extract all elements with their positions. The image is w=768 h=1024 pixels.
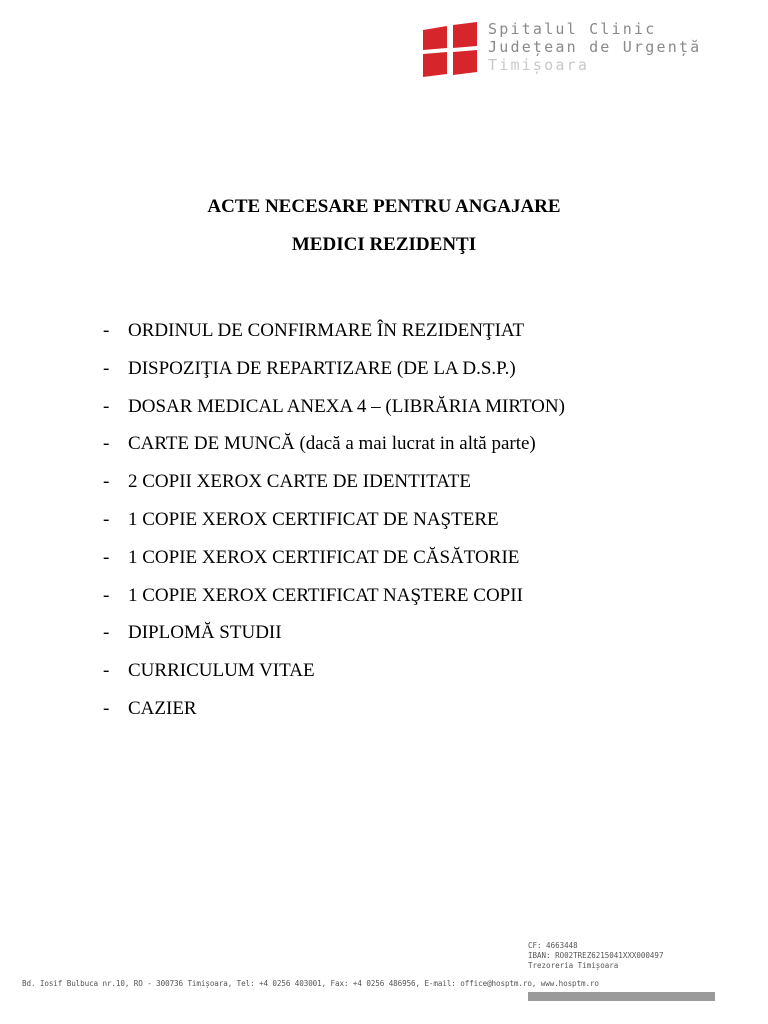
list-bullet: - — [103, 546, 110, 568]
document-subtitle: MEDICI REZIDENŢI — [291, 234, 477, 255]
required-documents-list — [103, 317, 565, 733]
list-item — [103, 657, 565, 695]
list-item-text: 1 COPIE XEROX CERTIFICAT DE CĂSĂTORIE — [128, 546, 520, 568]
footer-bank-info — [528, 941, 663, 971]
list-bullet: - — [103, 660, 110, 682]
footer-iban: IBAN: RO02TREZ6215041XXX000497 — [528, 951, 664, 960]
list-item-text: 1 COPIE XEROX CERTIFICAT DE NAŞTERE — [128, 508, 499, 530]
list-bullet: - — [103, 584, 110, 606]
list-bullet: - — [103, 508, 110, 530]
list-item-text: CAZIER — [128, 697, 197, 719]
list-item — [103, 619, 565, 657]
list-item-text: ORDINUL DE CONFIRMARE ÎN REZIDENŢIAT — [128, 320, 525, 341]
list-item — [103, 544, 565, 582]
list-bullet: - — [103, 395, 110, 417]
footer-cf: CF: 4663448 — [528, 941, 578, 950]
hospital-name — [488, 20, 701, 74]
footer-address: Bd. Iosif Bulbuca nr.10, RO - 300736 Timișoara, Tel: +4 0256 403001, Fax: +4 0256 486956, E-mail: office@hosptm.ro, www.hosptm.ro — [22, 979, 599, 988]
list-bullet: - — [103, 622, 110, 644]
list-item — [103, 317, 565, 355]
list-bullet: - — [103, 320, 110, 341]
list-item — [103, 582, 565, 620]
list-item — [103, 393, 565, 431]
document-title: ACTE NECESARE PENTRU ANGAJARE — [207, 196, 561, 217]
list-item-text: CURRICULUM VITAE — [128, 660, 315, 682]
list-item-text: 2 COPII XEROX CARTE DE IDENTITATE — [128, 471, 471, 493]
list-bullet: - — [103, 471, 110, 493]
list-bullet: - — [103, 357, 110, 379]
list-bullet: - — [103, 433, 110, 455]
list-item — [103, 468, 565, 506]
hospital-name-line-3: Timișoara — [488, 56, 590, 74]
footer-treasury: Trezoreria Timișoara — [528, 961, 619, 970]
hospital-name-line-1: Spitalul Clinic — [488, 20, 657, 38]
footer-divider-bar — [528, 992, 715, 1001]
list-item — [103, 695, 565, 733]
list-bullet: - — [103, 697, 110, 719]
list-item-text: 1 COPIE XEROX CERTIFICAT NAŞTERE COPII — [128, 584, 523, 606]
hospital-cross-logo-icon — [420, 22, 480, 80]
list-item — [103, 430, 565, 468]
hospital-logo — [420, 20, 720, 82]
list-item — [103, 506, 565, 544]
list-item-text: DISPOZIŢIA DE REPARTIZARE (DE LA D.S.P.) — [128, 357, 516, 379]
list-item — [103, 355, 565, 393]
hospital-name-line-2: Județean de Urgență — [488, 38, 702, 56]
list-item-text: CARTE DE MUNCĂ (dacă a mai lucrat in altă parte) — [128, 433, 536, 455]
list-item-text: DIPLOMĂ STUDII — [128, 622, 282, 644]
list-item-text: DOSAR MEDICAL ANEXA 4 – (LIBRĂRIA MIRTON) — [128, 395, 565, 417]
